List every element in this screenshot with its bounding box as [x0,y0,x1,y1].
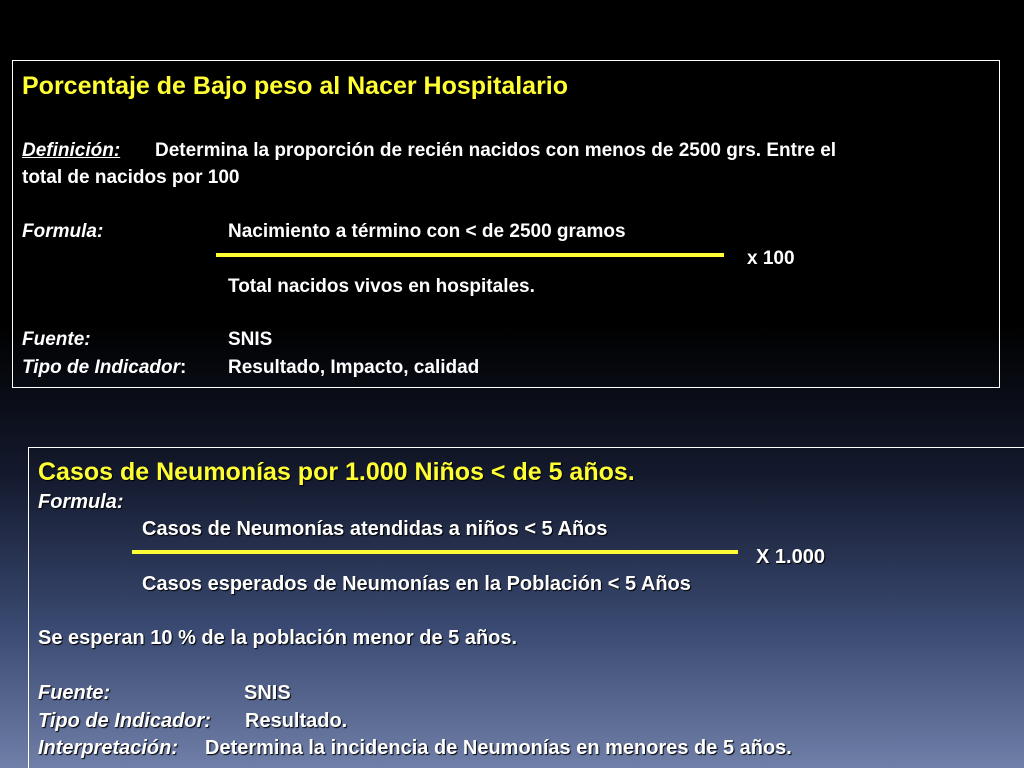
indicator2-source-value: SNIS [244,682,291,704]
indicator2-type-label: Tipo de Indicador: [38,710,211,732]
indicator1-type-value: Resultado, Impacto, calidad [228,357,480,378]
indicator2-source-label: Fuente: [38,682,111,704]
indicator1-formula-label: Formula: [22,221,104,242]
indicator2-formula-label: Formula: [38,491,124,513]
indicator1-definition-text: Determina la proporción de recién nacidos con menos de 2500 grs. Entre el [155,140,837,161]
indicator1-fraction-line [216,253,724,257]
indicator1-source-label: Fuente: [22,329,91,350]
indicator1-source-value: SNIS [228,329,273,350]
indicator1-title: Porcentaje de Bajo peso al Nacer Hospitalario [22,72,569,100]
indicator2-fraction-line [132,550,738,554]
indicator2-title: Casos de Neumonías por 1.000 Niños < de 5 años. [38,458,635,486]
indicator2-interpretation-label: Interpretación: [38,737,179,759]
indicator1-formula-denominator: Total nacidos vivos en hospitales. [228,276,535,297]
indicator1-definition-text-cont: total de nacidos por 100 [22,167,240,188]
indicator1-type-row [22,358,186,377]
indicator2-interpretation-value: Determina la incidencia de Neumonías en menores de 5 años. [205,737,792,759]
indicator1-type-label: Tipo de Indicador [22,357,180,378]
indicator2-formula-multiplier: X 1.000 [756,546,825,568]
indicator1-formula-numerator: Nacimiento a término con < de 2500 gramos [228,221,626,242]
indicator1-type-colon: : [180,357,187,378]
indicator2-formula-denominator: Casos esperados de Neumonías en la Población < 5 Años [142,573,691,595]
indicator2-formula-numerator: Casos de Neumonías atendidas a niños < 5 Años [142,518,608,540]
indicator1-definition-label: Definición: [22,140,121,161]
indicator1-formula-multiplier: x 100 [747,248,795,269]
indicator2-expected-note: Se esperan 10 % de la población menor de 5 años. [38,627,518,649]
indicator2-type-value: Resultado. [245,710,348,732]
